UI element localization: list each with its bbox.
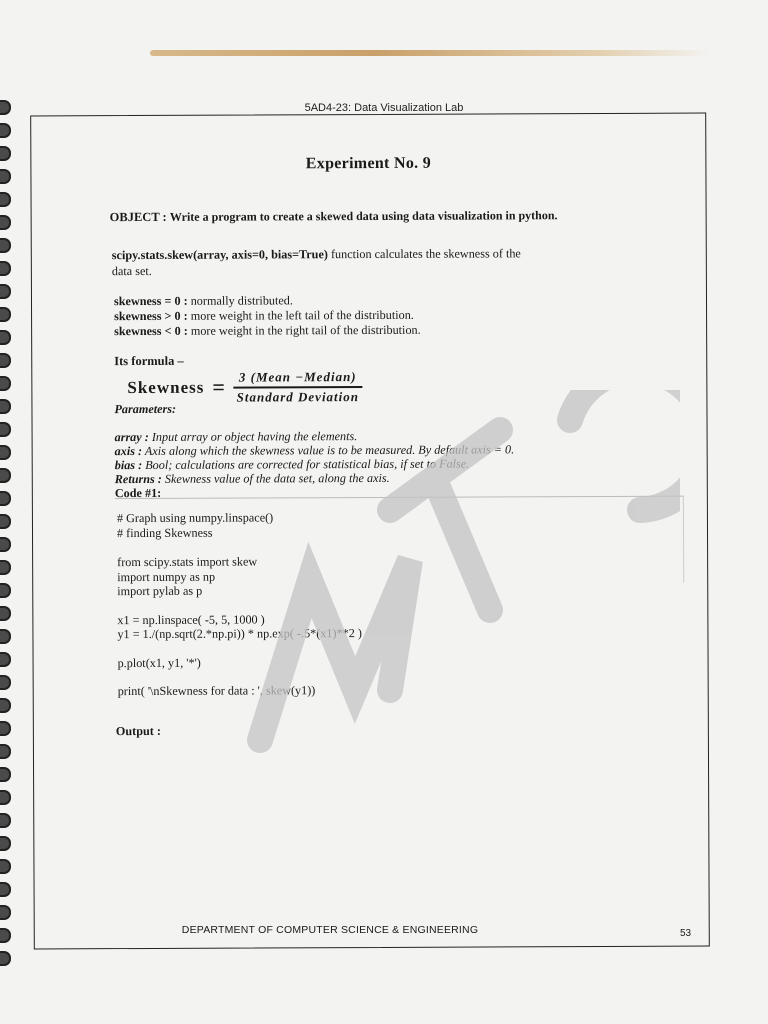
page-number: 53 — [680, 928, 692, 939]
code-heading: Code #1: — [114, 485, 162, 501]
parameter-desc: Input array or object having the elements. — [151, 429, 358, 444]
skewness-rule — [114, 293, 293, 309]
parameter-name: array : — [114, 429, 149, 445]
binding-ring — [0, 353, 11, 368]
binding-ring — [0, 514, 11, 529]
rule-condition: skewness = 0 : — [113, 293, 188, 309]
binding-ring — [0, 951, 11, 966]
binding-ring — [0, 790, 11, 805]
binding-ring — [0, 376, 11, 391]
formula-fraction — [233, 369, 363, 406]
parameter-name: bias : — [114, 457, 143, 473]
binding-ring — [0, 468, 11, 483]
binding-ring — [0, 399, 11, 414]
function-signature: scipy.stats.skew(array, axis=0, bias=True) — [111, 247, 328, 263]
object-text: Write a program to create a skewed data using data visualization in python. — [169, 208, 558, 224]
binding-ring — [0, 284, 11, 299]
binding-ring — [0, 836, 11, 851]
binding-ring — [0, 629, 11, 644]
code-line: import numpy as np — [117, 569, 216, 585]
code-line: x1 = np.linspace( -5, 5, 1000 ) — [117, 612, 265, 628]
skewness-rule — [114, 308, 414, 324]
code-line: print( '\nSkewness for data : ', skew(y1)) — [117, 683, 316, 699]
code-line: # finding Skewness — [116, 525, 213, 541]
code-line: p.plot(x1, y1, '*') — [117, 655, 201, 671]
output-label: Output : — [115, 723, 161, 739]
paper-tear-strip — [150, 50, 710, 56]
page-frame — [30, 113, 710, 950]
binding-ring — [0, 215, 11, 230]
skewness-formula — [127, 369, 362, 406]
parameters-heading: Parameters: — [114, 401, 177, 417]
code-line: from scipy.stats import skew — [117, 554, 258, 570]
formula-denominator: Standard Deviation — [236, 389, 360, 405]
parameter-desc: Bool; calculations are corrected for statistical bias, if set to False. — [145, 456, 470, 472]
binding-ring — [0, 560, 11, 575]
binding-ring — [0, 261, 11, 276]
function-description — [112, 246, 521, 263]
skewness-rule — [114, 323, 421, 339]
binding-ring — [0, 744, 11, 759]
binding-ring — [0, 491, 11, 506]
parameter-desc: Axis along which the skewness value is to be measured. By default axis = 0. — [144, 442, 515, 458]
binding-ring — [0, 813, 11, 828]
rule-condition: skewness > 0 : — [114, 308, 188, 324]
code-line: import pylab as p — [117, 583, 203, 599]
formula-name: Skewness — [127, 377, 205, 398]
formula-label: Its formula – — [114, 353, 184, 369]
binding-ring — [0, 698, 11, 713]
lab-header: 5AD4-23: Data Visualization Lab — [304, 102, 464, 114]
rule-condition: skewness < 0 : — [114, 323, 188, 339]
binding-ring — [0, 123, 11, 138]
binding-ring — [0, 583, 11, 598]
department-footer: DEPARTMENT OF COMPUTER SCIENCE & ENGINEERING — [181, 924, 479, 936]
binding-ring — [0, 330, 11, 345]
binding-ring — [0, 882, 11, 897]
code-line: y1 = 1./(np.sqrt(2.*np.pi)) * np.exp( -.5*(x1)**2 ) — [117, 626, 362, 642]
binding-ring — [0, 721, 11, 736]
binding-ring — [0, 859, 11, 874]
binding-ring — [0, 905, 11, 920]
code-line: # Graph using numpy.linspace() — [116, 510, 274, 526]
binding-ring — [0, 606, 11, 621]
binding-ring — [0, 767, 11, 782]
binding-ring — [0, 307, 11, 322]
object-label: OBJECT : — [109, 209, 167, 225]
binding-ring — [0, 169, 11, 184]
binding-ring — [0, 652, 11, 667]
rule-meaning: more weight in the right tail of the distribution. — [190, 322, 421, 338]
formula-numerator: 3 (Mean −Median) — [233, 369, 363, 389]
function-desc-line1: function calculates the skewness of the — [330, 246, 521, 262]
binding-ring — [0, 445, 11, 460]
rule-meaning: more weight in the left tail of the distribution. — [190, 307, 414, 323]
binding-ring — [0, 537, 11, 552]
binding-ring — [0, 238, 11, 253]
function-desc-line2: data set. — [111, 263, 152, 279]
binding-ring — [0, 422, 11, 437]
spiral-binding — [0, 100, 14, 980]
returns-desc: Skewness value of the data set, along the axis. — [164, 470, 390, 486]
returns-item — [115, 471, 390, 487]
returns-label: Returns : — [114, 471, 162, 487]
formula-equals: = — [212, 374, 225, 400]
binding-ring — [0, 146, 11, 161]
parameter-name: axis : — [114, 443, 143, 459]
object-statement — [110, 208, 558, 225]
rule-meaning: normally distributed. — [190, 293, 293, 308]
binding-ring — [0, 675, 11, 690]
binding-ring — [0, 192, 11, 207]
experiment-title: Experiment No. 9 — [305, 154, 432, 173]
